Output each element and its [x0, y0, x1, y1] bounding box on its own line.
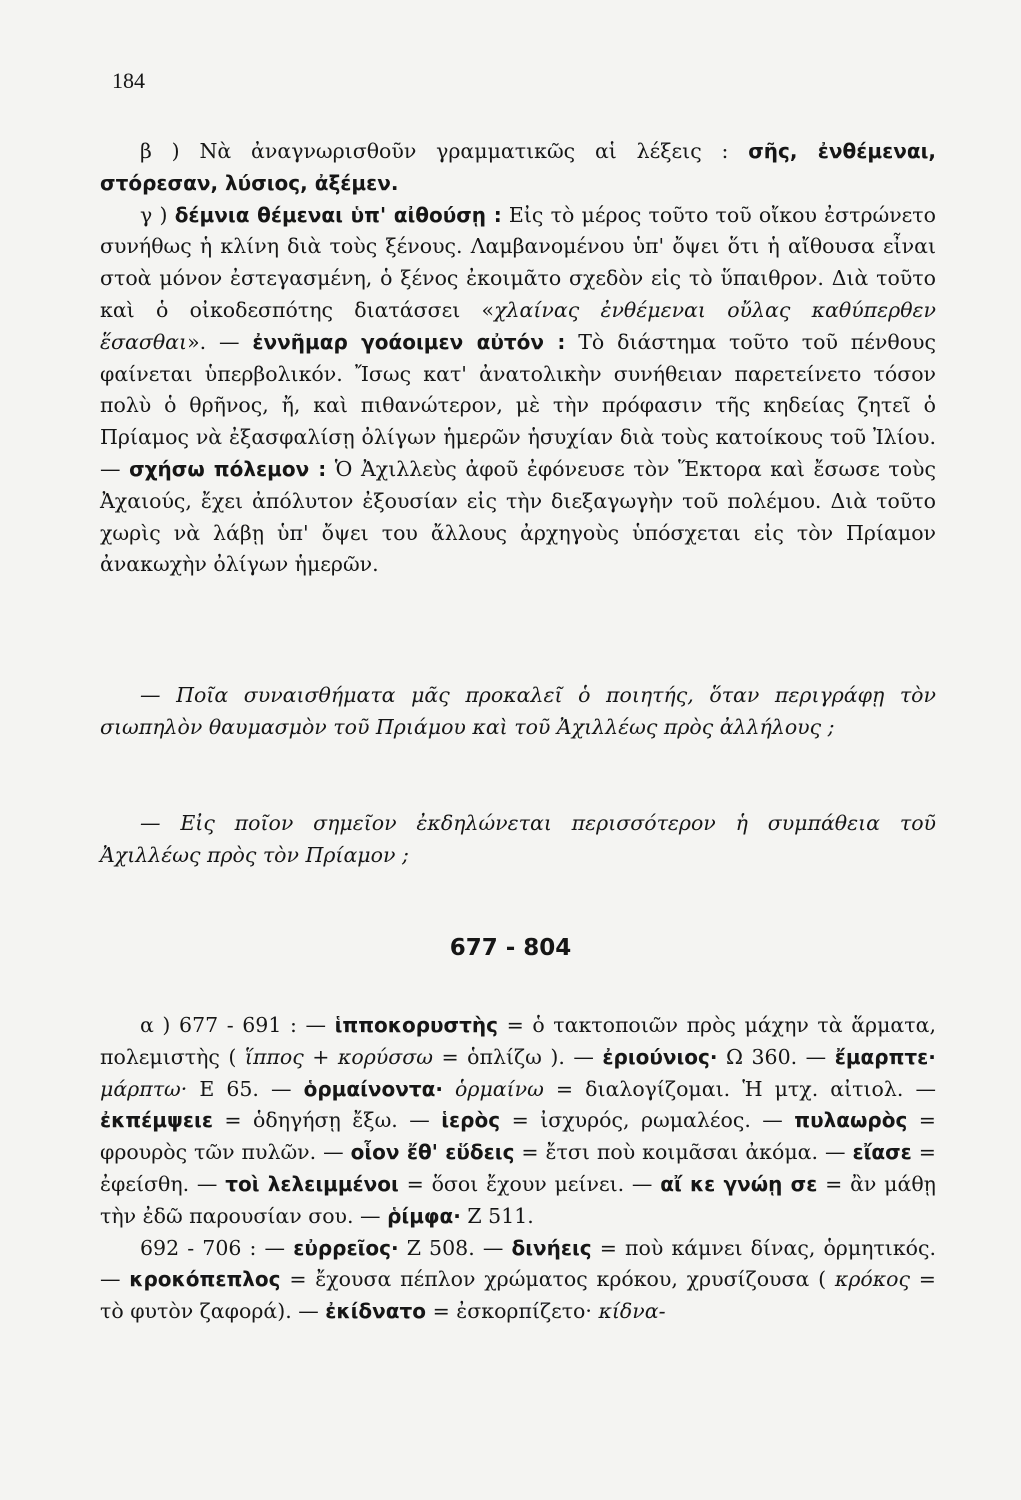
range2-def-3-italic: κρόκος: [834, 1267, 911, 1292]
alpha-def-11: = ἂν μάθῃ τὴν ἐδῶ παρουσίαν σου. —: [100, 1171, 936, 1228]
alpha-def-8: = ἔτσι ποὺ κοιμᾶσαι ἀκόμα. —: [521, 1140, 846, 1165]
question-block-2: [100, 808, 936, 872]
alpha-term-10: τοὶ λελειμμένοι: [225, 1171, 399, 1196]
alpha-def-5: = ὁδηγήσῃ ἔξω. —: [224, 1108, 430, 1133]
beta-terms: σῆς, ἐνθέμεναι, στόρεσαν, λύσιος, ἀξέμεν.: [100, 139, 936, 195]
range2-def-4: = ἐσκορπίζετο·: [432, 1299, 592, 1324]
question-2: — Εἰς ποῖον σημεῖον ἐκδηλώνεται περισσότερον ἡ συμπάθεια τοῦ Ἀχιλλέως πρὸς τὸν Πρίαμον ;: [100, 811, 936, 867]
range2-term-4: ἐκίδνατο: [325, 1299, 427, 1324]
gamma-term-1: δέμνια θέμεναι ὑπ' αἰθούσῃ :: [174, 202, 502, 227]
alpha-def-9: = ἐφείσθη. —: [100, 1140, 936, 1196]
glossary-block: [100, 1010, 936, 1328]
paragraph-alpha: [100, 1010, 936, 1233]
alpha-term-7: πυλαωρὸς: [794, 1108, 908, 1133]
gamma-prefix: γ ): [140, 202, 168, 227]
range2-term-3: κροκόπεπλος: [129, 1267, 281, 1292]
range2-def-2: = ποὺ κάμνει δίνας, ὁρμητικός. —: [100, 1235, 936, 1292]
alpha-def-3-italic: μάρπτω·: [100, 1076, 188, 1101]
range2-prefix: 692 - 706 : —: [140, 1235, 286, 1260]
alpha-def-1-italic: ἵππος + κορύσσω: [244, 1044, 433, 1069]
gamma-term-2: ἐννῆμαρ γοάοιμεν αὐτόν :: [252, 329, 566, 354]
gamma-text-1: Εἰς τὸ μέρος τοῦτο τοῦ οἴκου ἐστρώνετο συνήθως ἡ κλίνη διὰ τοὺς ξένους. Λαμβανομένου ὑπ' ὄψει ὅτι ἡ αἴθουσα εἶναι στοὰ μόνον ἐστεγασμένη, ὁ ξένος ἐκοιμᾶτο σχεδὸν εἰς τὸ ὕπαιθρον. Διὰ τοῦτο καὶ ὁ οἰκοδεσπότης διατάσσει «: [100, 202, 936, 322]
section-heading: 677 - 804: [449, 935, 572, 961]
gamma-text-2: Τὸ διάστημα τοῦτο τοῦ πένθους φαίνεται ὑπερβολικόν. Ἴσως κατ' ἀνατολικὴν συνήθειαν παρετείνετο τόσον πολὺ ὁ θρῆνος, ἤ, καὶ πιθανώτερον, μὲ τὴν πρόφασιν τῆς κηδείας ζητεῖ ὁ Πρίαμος νὰ ἐξασφαλίσῃ ὀλίγων ἡμερῶν ἡσυχίαν διὰ τοὺς κατοίκους τοῦ Ἰλίου. —: [100, 329, 936, 481]
range2-term-1: εὐρρεῖος·: [293, 1235, 399, 1260]
gamma-text-3: Ὁ Ἀχιλλεὺς ἀφοῦ ἐφόνευσε τὸν Ἕκτορα καὶ ἔσωσε τοὺς Ἀχαιούς, ἔχει ἀπόλυτον ἐξουσίαν εἰς τὴν διεξαγωγὴν τοῦ πολέμου. Διὰ τοῦτο χωρὶς νὰ λάβῃ ὑπ' ὄψει του ἄλλους ἀρχηγοὺς ὑπόσχεται εἰς τὸν Πρίαμον ἀνακωχὴν ὀλίγων ἡμερῶν.: [100, 456, 937, 577]
question-1: — Ποῖα συναισθήματα μᾶς προκαλεῖ ὁ ποιητής, ὅταν περιγράφῃ τὸν σιωπηλὸν θαυμασμὸν τοῦ Πριάμου καὶ τοῦ Ἀχιλλέως πρὸς ἀλλήλους ;: [100, 683, 936, 739]
alpha-term-2: ἐριούνιος·: [602, 1044, 718, 1069]
range2-term-2: δινήεις: [511, 1235, 592, 1260]
alpha-def-10: = ὅσοι ἔχουν μείνει. —: [406, 1171, 653, 1196]
beta-prefix: β ) Νὰ ἀναγνωρισθοῦν γραμματικῶς αἱ λέξεις :: [140, 139, 729, 163]
alpha-term-8: οἷον ἔθ' εὕδεις: [350, 1140, 515, 1165]
alpha-def-1a: = ὁ τακτοποιῶν πρὸς μάχην τὰ ἅρματα, πολεμιστὴς (: [100, 1013, 936, 1069]
range2-def-4-italic: κίδνα-: [598, 1299, 666, 1324]
alpha-def-3: Ε 65. —: [199, 1076, 292, 1101]
gamma-term-3: σχήσω πόλεμον :: [129, 456, 327, 481]
alpha-term-12: ῥίμφα·: [387, 1203, 461, 1228]
alpha-def-12: Ζ 511.: [467, 1203, 534, 1228]
alpha-term-1: ἱπποκορυστὴς: [334, 1013, 498, 1037]
commentary-block-top: [100, 136, 936, 581]
alpha-term-4: ὁρμαίνοντα·: [303, 1076, 443, 1101]
alpha-term-6: ἱερὸς: [441, 1108, 501, 1133]
alpha-def-1b: = ὁπλίζω ). —: [441, 1044, 594, 1069]
alpha-term-3: ἔμαρπτε·: [834, 1044, 936, 1069]
alpha-prefix: α ) 677 - 691 : —: [140, 1013, 326, 1037]
alpha-def-4: = διαλογίζομαι. Ἡ μτχ. αἰτιολ. —: [555, 1076, 936, 1101]
alpha-def-7: = φρουρὸς τῶν πυλῶν. —: [100, 1108, 936, 1165]
range2-def-3a: = ἔχουσα πέπλον χρώματος κρόκου, χρυσίζουσα (: [289, 1267, 827, 1292]
alpha-def-2: Ω 360. —: [726, 1044, 827, 1069]
paragraph-gamma: [100, 200, 936, 582]
gamma-quote-1: χλαίνας ἐνθέμεναι οὔλας καθύπερθεν ἕσασθαι: [100, 297, 937, 354]
alpha-term-5: ἐκπέμψειε: [100, 1108, 213, 1133]
paragraph-beta: [100, 136, 936, 200]
page-number: 184: [112, 68, 145, 93]
alpha-term-11: αἴ κε γνώῃ σε: [660, 1171, 818, 1196]
gamma-text-1b: ». —: [187, 329, 240, 354]
alpha-def-6: = ἰσχυρός, ρωμαλέος. —: [511, 1108, 783, 1133]
alpha-term-9: εἴασε: [852, 1140, 912, 1165]
paragraph-range-2: [100, 1233, 936, 1328]
range2-def-3b: = τὸ φυτὸν ζαφορά). —: [100, 1267, 936, 1324]
range2-def-1: Ζ 508. —: [406, 1235, 504, 1260]
alpha-def-4-italic: ὁρμαίνω: [455, 1076, 544, 1101]
question-block-1: [100, 680, 936, 744]
